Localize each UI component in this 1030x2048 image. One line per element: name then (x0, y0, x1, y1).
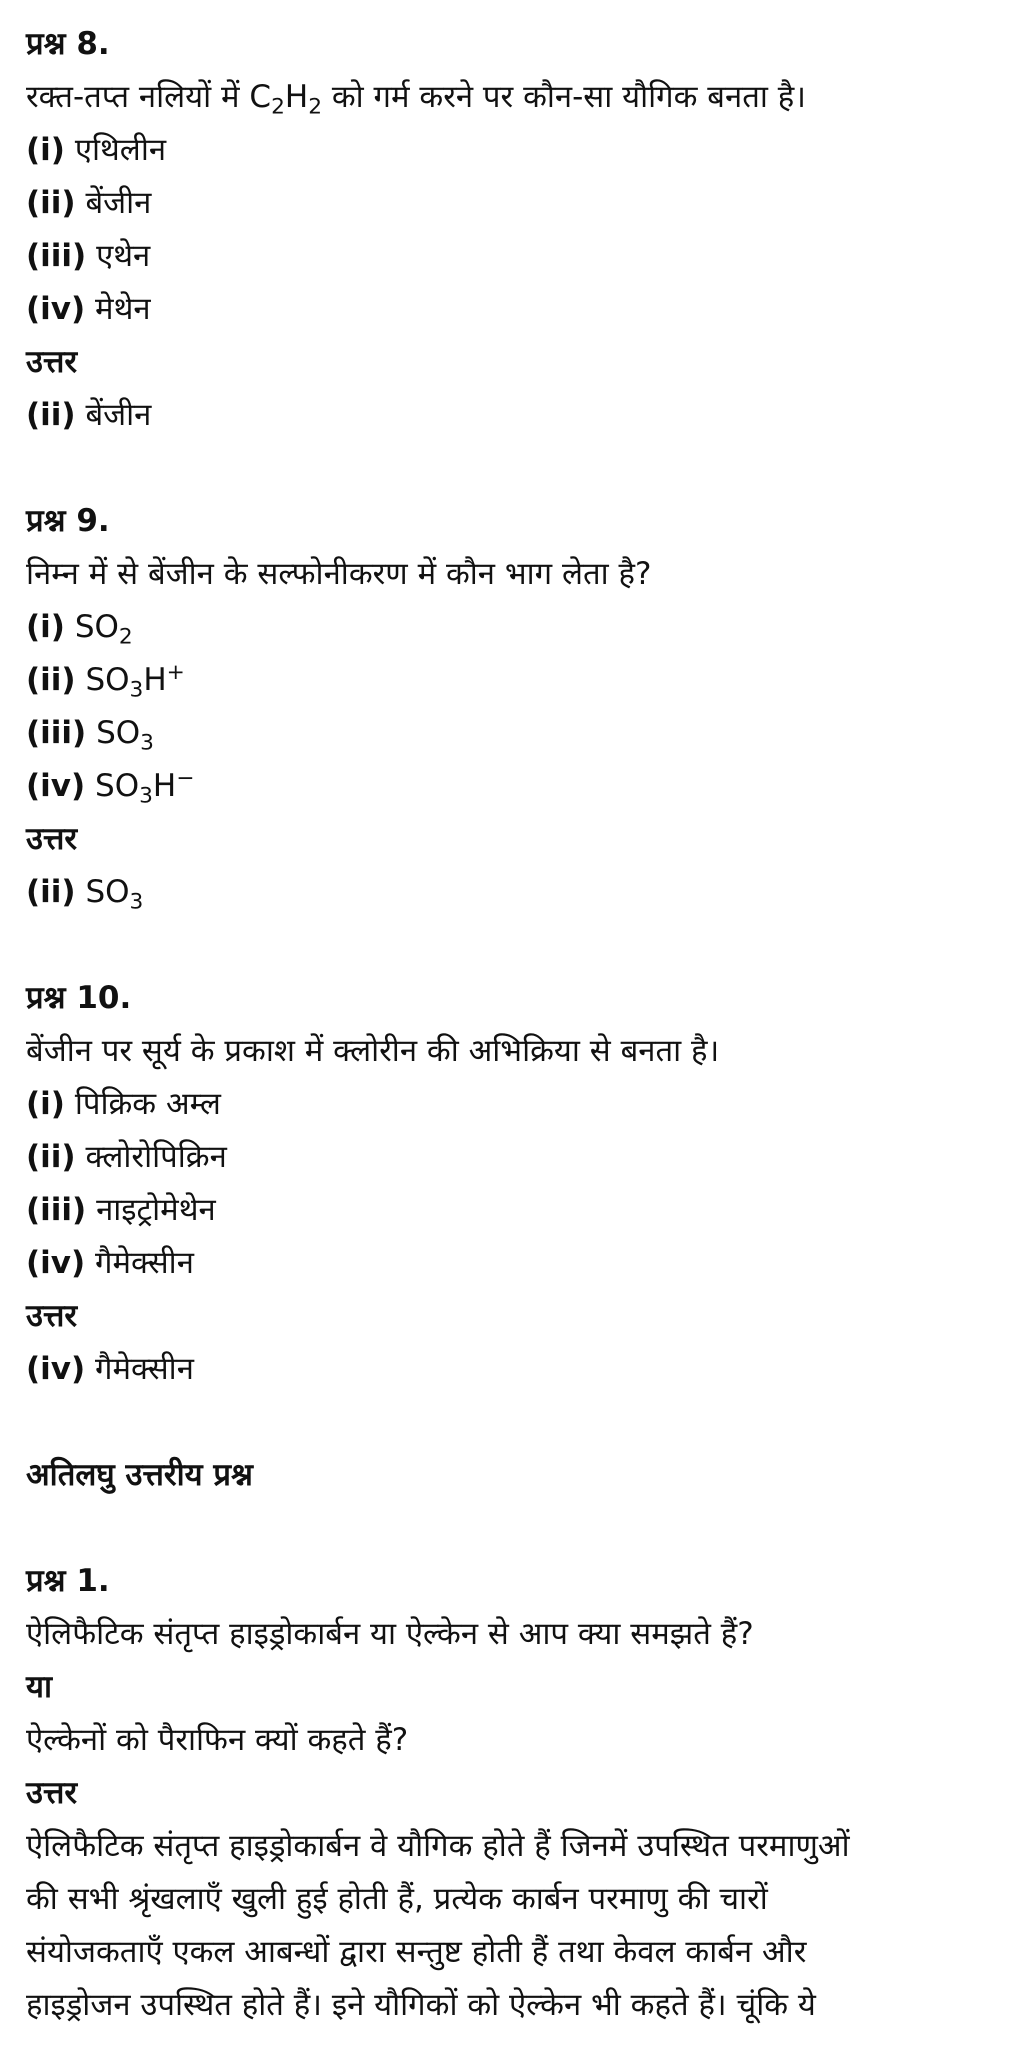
question-8-option-3: (iii) एथेन (26, 238, 151, 274)
question-8-text: रक्त-तप्त नलियों में $C_2H_2$ को गर्म करने पर कौन-सा यौगिक बनता है। (26, 79, 806, 120)
short-question-1-answer-heading: उत्तर (26, 1775, 78, 1811)
spacer (26, 919, 1016, 972)
section-title: अतिलघु उत्तरीय प्रश्न (26, 1457, 253, 1493)
question-10-option-1: (i) पिक्रिक अम्ल (26, 1086, 221, 1122)
short-question-1-answer-line: की सभी श्रृंखलाएँ खुली हुई होती हैं, प्रत्येक कार्बन परमाणु की चारों (26, 1881, 768, 1917)
document-page (26, 18, 1016, 2032)
question-10-answer: (iv) गैमेक्सीन (26, 1351, 194, 1387)
question-10-heading: प्रश्न 10. (26, 980, 132, 1016)
question-9-option-3: (iii) $SO_3$ (26, 715, 154, 756)
question-9-answer: (ii) $SO_3$ (26, 874, 144, 915)
question-8-option-4: (iv) मेथेन (26, 291, 151, 327)
short-question-1-heading: प्रश्न 1. (26, 1563, 110, 1599)
question-9-heading: प्रश्न 9. (26, 503, 110, 539)
short-question-1-answer-line: संयोजकताएँ एकल आबन्धों द्वारा सन्तुष्ट होती हैं तथा केवल कार्बन और (26, 1934, 807, 1970)
question-10-text: बेंजीन पर सूर्य के प्रकाश में क्लोरीन की अभिक्रिया से बनता है। (26, 1033, 720, 1069)
short-question-1-answer-line: ऐलिफैटिक संतृप्त हाइड्रोकार्बन वे यौगिक होते हैं जिनमें उपस्थित परमाणुओं (26, 1828, 850, 1864)
spacer (26, 1396, 1016, 1449)
question-9-text: निम्न में से बेंजीन के सल्फोनीकरण में कौन भाग लेता है? (26, 556, 652, 592)
question-9-option-4: (iv) $SO_3H^-$ (26, 766, 195, 809)
short-question-1-text: ऐलिफैटिक संतृप्त हाइड्रोकार्बन या ऐल्केन से आप क्या समझते हैं? (26, 1616, 754, 1652)
question-8-option-2: (ii) बेंजीन (26, 185, 152, 221)
spacer (26, 442, 1016, 495)
question-8-answer: (ii) बेंजीन (26, 397, 152, 433)
short-question-1-or: या (26, 1669, 53, 1705)
question-8-answer-heading: उत्तर (26, 344, 78, 380)
question-10-answer-heading: उत्तर (26, 1298, 78, 1334)
spacer (26, 1502, 1016, 1555)
question-9-option-1: (i) $SO_2$ (26, 609, 133, 650)
question-10-option-2: (ii) क्लोरोपिक्रिन (26, 1139, 227, 1175)
short-question-1-alt-text: ऐल्केनों को पैराफिन क्यों कहते हैं? (26, 1722, 409, 1758)
question-8-option-1: (i) एथिलीन (26, 132, 167, 168)
question-10-option-3: (iii) नाइट्रोमेथेन (26, 1192, 216, 1228)
question-10-option-4: (iv) गैमेक्सीन (26, 1245, 194, 1281)
question-8-heading: प्रश्न 8. (26, 26, 110, 62)
question-9-option-2: (ii) $SO_3H^+$ (26, 660, 185, 703)
question-9-answer-heading: उत्तर (26, 821, 78, 857)
short-question-1-answer-line: हाइड्रोजन उपस्थित होते हैं। इने यौगिकों को ऐल्केन भी कहते हैं। चूंकि ये (26, 1987, 816, 2023)
